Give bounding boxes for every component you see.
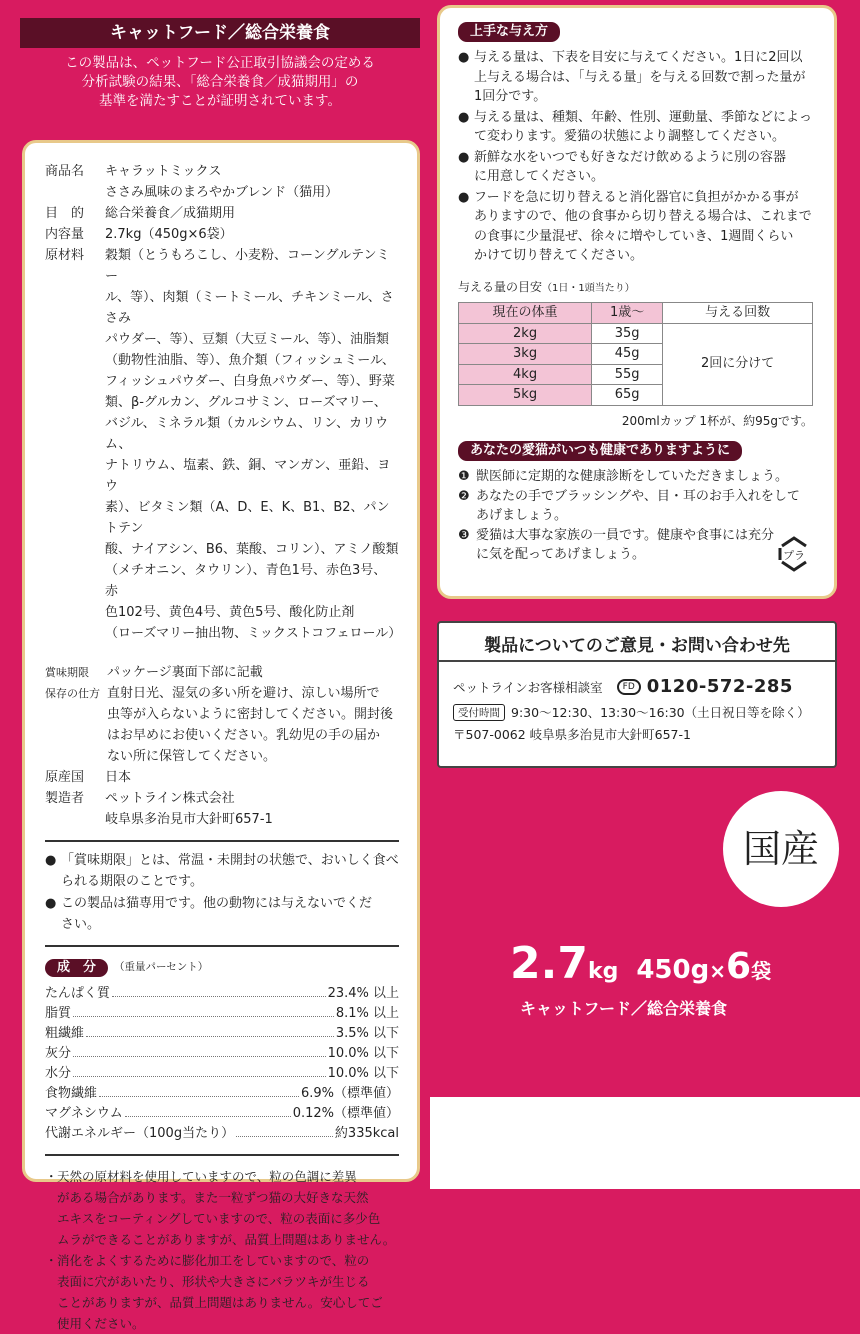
health-item: [458, 526, 820, 565]
tip-text: [474, 108, 812, 147]
caution-text: [61, 893, 372, 935]
table-row: [459, 323, 813, 344]
bullet-icon: ●: [458, 50, 470, 65]
svg-text:プラ: プラ: [783, 549, 805, 562]
note-line: がある場合があります。また一粒ずつ猫の大好きな天然: [57, 1190, 369, 1205]
ingredient-line: フィッシュパウダー、白身魚パウダー、等）、野菜: [105, 374, 395, 389]
leader-dots: [73, 1076, 326, 1077]
storage-line: 虫等が入らないように密封してください。開封後: [107, 707, 394, 722]
ingredient-line: 素）、ビタミン類（A、D、E、K、B1、B2、パントテン: [105, 500, 390, 536]
ingredient-line: 色102号、黄色4号、黄色5号、酸化防止剤: [105, 605, 355, 620]
ingredient-line: 類、β-グルカン、グルコサミン、ローズマリー、: [105, 395, 387, 410]
made-in-japan-badge: 国産: [723, 791, 839, 907]
ingredient-line: 穀類（とうもろこし、小麦粉、コーングルテンミー: [105, 248, 390, 284]
feeding-tip: [458, 48, 820, 107]
tip-line: 与える量は、下表を目安に与えてください。1日に2回以: [474, 50, 803, 65]
nutrition-row: [45, 1064, 399, 1084]
nutrient-value: 6.9%（標準値）: [300, 1086, 399, 1101]
note-line: 天然の原材料を使用していますので、粒の色調に差異: [57, 1169, 357, 1184]
product-origin: 原産国 日本: [45, 770, 132, 785]
freedial-icon: FD: [617, 679, 641, 695]
caution-line: この製品は猫専用です。他の動物には与えないでくだ: [61, 896, 372, 911]
intro-text: この製品は、ペットフード公正取引協議会の定める 分析試験の結果、「総合栄養食／成猫期用」の 基準を満たすことが証明されています。: [65, 55, 375, 109]
leader-dots: [73, 1056, 326, 1057]
nutrient-name: 食物繊維: [45, 1086, 98, 1101]
tip-line: 新鮮な水をいつでも好きなだけ飲めるように別の容器: [474, 149, 787, 165]
nutrient-value: 10.0% 以下: [327, 1066, 399, 1081]
ingredient-line: （ローズマリー抽出物、ミックストコフェロール）: [105, 626, 402, 641]
health-line: 愛猫は大事な家族の一員です。健康や食事には充分: [476, 527, 774, 543]
weight-cell: 5kg: [459, 385, 592, 406]
feeding-table: [458, 302, 813, 406]
nutrient-name: 水分: [45, 1066, 72, 1081]
divider: [45, 945, 399, 947]
feeding-panel: [437, 5, 837, 599]
leader-dots: [73, 1016, 334, 1017]
table-header: 現在の体重: [459, 303, 592, 324]
feeding-tips: [458, 48, 820, 266]
health-list: [458, 467, 820, 565]
nutrition-row: [45, 984, 399, 1004]
nutrition-row: [45, 1024, 399, 1044]
tip-line: フードを急に切り替えると消化器官に負担がかかる事が: [474, 189, 799, 205]
note-bullet: ・: [45, 1169, 58, 1184]
notes-list: [45, 1166, 399, 1334]
divider: [45, 840, 399, 842]
divider: [45, 1154, 399, 1156]
tip-line: 与える量は、種類、年齢、性別、運動量、季節などによっ: [474, 109, 813, 125]
nutrient-value: 0.12%（標準値）: [292, 1106, 399, 1121]
nutrient-name: 粗繊維: [45, 1026, 85, 1041]
nutrient-name: 灰分: [45, 1046, 72, 1061]
product-storage: 保存の仕方 直射日光、湿気の多い所を避け、涼しい場所で 虫等が入らないように密封してください。開封後 はお早めにお使いください。乳幼児の手の届か ない所に保管してください。: [45, 683, 399, 767]
note-line: 使用ください。: [57, 1316, 145, 1331]
caution-item: [45, 850, 399, 892]
leader-dots: [99, 1096, 299, 1097]
nutrition-header: [45, 957, 399, 978]
table-header: 1歳～: [592, 303, 663, 324]
ingredient-line: ル、等）、肉類（ミートミール、チキンミール、ささみ: [105, 290, 394, 326]
bullet-icon: ●: [458, 149, 470, 165]
phone-number[interactable]: 0120-572-285: [646, 676, 793, 697]
health-line: あげましょう。: [476, 508, 568, 523]
product-name: 商品名 キャラットミックス ささみ風味のまろやかブレンド（猫用）: [45, 164, 339, 200]
product-expiry: 賞味期限 パッケージ裏面下部に記載: [45, 665, 263, 680]
ingredient-line: パウダー、等）、豆類（大豆ミール、等）、油脂類: [105, 332, 390, 347]
health-item: [458, 467, 820, 487]
nutrient-name: 代謝エネルギー（100g当たり）: [45, 1126, 235, 1141]
contact-title: 製品についてのご意見・お問い合わせ先: [439, 631, 835, 662]
nutrition-row: [45, 1084, 399, 1104]
note-item: [45, 1166, 399, 1250]
note-bullet: ・: [45, 1253, 58, 1268]
leader-dots: [86, 1036, 334, 1037]
caution-line: さい。: [61, 917, 101, 932]
storage-line: ない所に保管してください。: [107, 749, 277, 764]
bullet-icon: ●: [45, 896, 57, 911]
ingredient-line: （メチオニン、タウリン）、青色1号、赤色3号、赤: [105, 563, 387, 599]
recycle-pla-icon: [774, 534, 814, 574]
health-line: に気を配ってあげましょう。: [476, 547, 646, 562]
tip-text: [474, 48, 806, 107]
feeding-tip: [458, 148, 820, 187]
nutrient-value: 10.0% 以下: [327, 1046, 399, 1061]
health-text: [476, 467, 788, 487]
health-line: 獣医師に定期的な健康診断をしていただきましょう。: [476, 469, 789, 484]
caution-item: [45, 893, 399, 935]
hours-tag: 受付時間: [453, 704, 505, 721]
package-subtitle: キャットフード／総合栄養食: [520, 999, 728, 1018]
nutrition-row: [45, 1104, 399, 1124]
tip-line: かけて切り替えてください。: [474, 248, 644, 263]
cup-note: 200mlカップ 1杯が、約95gです。: [621, 413, 813, 428]
tip-text: [474, 188, 812, 266]
nutrition-title: 成 分: [45, 959, 108, 977]
weight-cell: 4kg: [459, 364, 592, 385]
nutrition-row: [45, 1004, 399, 1024]
nutrient-name: 脂質: [45, 1006, 72, 1021]
caution-text: [61, 850, 399, 892]
nutrient-value: 23.4% 以上: [327, 986, 399, 1001]
times-cell: 2回に分けて: [663, 323, 813, 405]
ingredient-line: 酸、ナイアシン、B6、葉酸、コリン）、アミノ酸類: [105, 542, 399, 557]
tip-line: て変わります。愛猫の状態により調整してください。: [474, 129, 785, 144]
amount-cell: 65g: [592, 385, 663, 406]
contact-panel: [437, 621, 837, 768]
product-content: 内容量 2.7kg（450g×6袋）: [45, 227, 233, 242]
nutrition-table: [45, 984, 399, 1144]
note-text: [57, 1166, 395, 1250]
leader-dots: [236, 1136, 333, 1137]
nutrient-name: マグネシウム: [45, 1106, 123, 1121]
note-line: ことがありますが、品質上問題はありません。安心してご: [57, 1295, 383, 1310]
nutrient-value: 3.5% 以下: [335, 1026, 399, 1041]
feeding-title: 上手な与え方: [458, 22, 560, 42]
note-line: ムラができることがありますが、品質上問題はありません。: [57, 1232, 396, 1247]
table-header: 与える回数: [663, 303, 813, 324]
leader-dots: [112, 996, 326, 997]
caution-line: られる期限のことです。: [61, 874, 203, 889]
number-icon: ❷: [458, 488, 470, 504]
nutrition-unit: （重量パーセント）: [114, 961, 209, 973]
feed-table-caption: 与える量の目安（1日・1頭当たり）: [458, 279, 635, 294]
tip-line: の食事に少量混ぜ、徐々に増やしていき、1週間くらい: [474, 228, 794, 244]
ingredient-line: ナトリウム、塩素、鉄、銅、マンガン、亜鉛、ヨウ: [105, 458, 391, 494]
page-title: キャットフード／総合栄養食: [20, 18, 420, 48]
note-line: エキスをコーティングしていますので、粒の表面に多少色: [57, 1211, 381, 1226]
ingredient-line: （動物性油脂、等）、魚介類（フィッシュミール、: [105, 353, 395, 368]
feeding-tip: [458, 108, 820, 147]
feeding-tip: [458, 188, 820, 266]
nutrition-row: [45, 1124, 399, 1144]
health-text: [476, 526, 774, 565]
amount-cell: 35g: [592, 323, 663, 344]
bullet-icon: ●: [45, 853, 57, 868]
amount-cell: 45g: [592, 344, 663, 365]
product-info-panel: [22, 140, 420, 1331]
product-ingredients: 原材料 穀類（とうもろこし、小麦粉、コーングルテンミー ル、等）、肉類（ミートミール、チキンミール、ささみ パウダー、等）、豆類（大豆ミール、等）、油脂類 （動物性油脂、等）、魚介類（フィッシュミール、 フィッシュパウダー、白身魚パウダー、等）、野菜 類、β-グルカン、グルコサミン、ローズマリー、 バジル、ミネラル類（カルシウム、リン、カリウム、 ナトリウム、塩素、鉄、銅、マンガン、亜鉛、ヨウ 素）、ビタミン類（A、D、E、K、B1、B2、パントテン 酸、ナイアシン、B6、葉酸、コリン）、アミノ酸類 （メチオニン、タウリン）、青色1号、赤色3号、赤 色102号、黄色4号、黄色5号、酸化防止剤 （ローズマリー抽出物、ミックストコフェロール）: [45, 245, 399, 644]
nutrition-row: [45, 1044, 399, 1064]
blank-area: [430, 1097, 860, 1189]
weight-cell: 3kg: [459, 344, 592, 365]
hours-text: 9:30～12:30、13:30～16:30（土日祝日等を除く）: [511, 705, 810, 720]
nutrient-value: 8.1% 以上: [335, 1006, 399, 1021]
package-weight: 2.7kg 450g×6袋: [510, 938, 772, 989]
contact-address: 〒507-0062 岐阜県多治見市大針町657-1: [453, 727, 691, 742]
tip-line: 1回分です。: [474, 89, 547, 104]
note-line: 消化をよくするために膨化加工をしていますので、粒の: [57, 1253, 370, 1268]
health-text: [476, 487, 800, 526]
number-icon: ❸: [458, 527, 470, 543]
note-line: 表面に穴があいたり、形状や大きさにバラツキが生じる: [57, 1274, 370, 1289]
tip-line: ありますので、他の食事から切り替える場合は、これまで: [474, 209, 812, 224]
nutrient-name: たんぱく質: [45, 986, 111, 1001]
weight-cell: 2kg: [459, 323, 592, 344]
product-purpose: 目 的 総合栄養食／成猫期用: [45, 206, 236, 221]
tip-text: [474, 148, 786, 187]
leader-dots: [125, 1116, 291, 1117]
health-line: あなたの手でブラッシングや、目・耳のお手入れをして: [476, 488, 800, 504]
contact-name: ペットラインお客様相談室: [453, 679, 603, 695]
tip-line: に用意してください。: [474, 169, 605, 184]
nutrient-value: 約335kcal: [334, 1126, 399, 1141]
bullet-icon: ●: [458, 189, 470, 205]
health-title: あなたの愛猫がいつも健康でありますように: [458, 441, 742, 461]
number-icon: ❶: [458, 469, 470, 484]
product-maker: 製造者 ペットライン株式会社 岐阜県多治見市大針町657-1: [45, 791, 273, 827]
cautions-list: [45, 850, 399, 935]
bullet-icon: ●: [458, 109, 470, 125]
amount-cell: 55g: [592, 364, 663, 385]
ingredient-line: バジル、ミネラル類（カルシウム、リン、カリウム、: [105, 416, 389, 452]
storage-line: はお早めにお使いください。乳幼児の手の届か: [107, 728, 381, 743]
tip-line: 上与える場合は、「与える量」を与える回数で割った量が: [474, 69, 806, 85]
storage-line: 直射日光、湿気の多い所を避け、涼しい場所で: [107, 686, 380, 701]
note-item: [45, 1250, 399, 1334]
note-text: [57, 1250, 383, 1334]
health-item: [458, 487, 820, 526]
caution-line: 「賞味期限」とは、常温・未開封の状態で、おいしく食べ: [61, 853, 399, 868]
